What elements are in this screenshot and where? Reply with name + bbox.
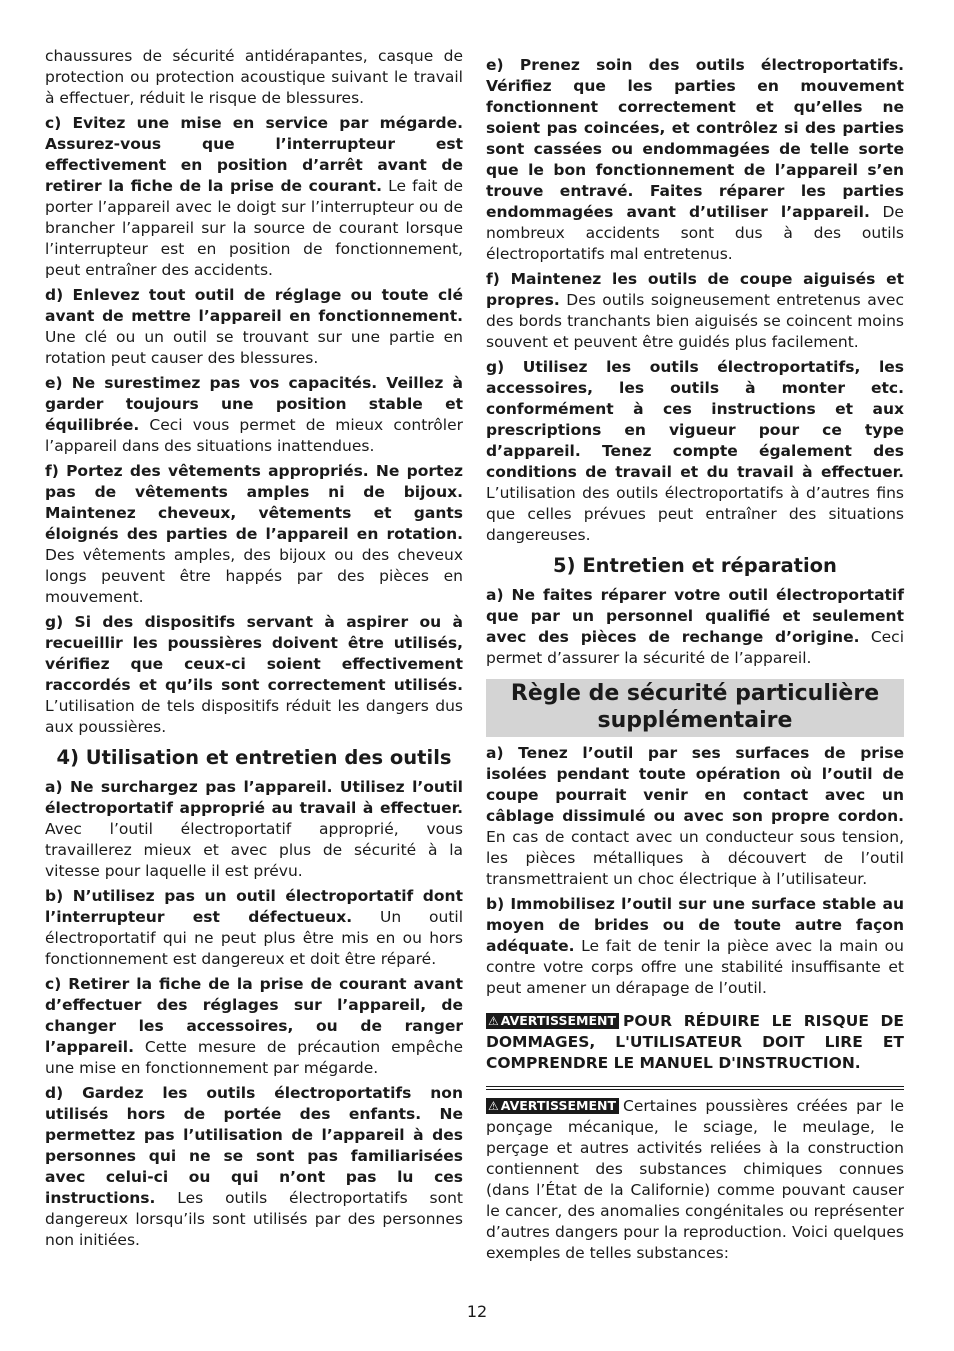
rule-4b-text: Un outil électroportatif qui ne peut plus être mis en ou hors fonctionnement est dangereux et doit être réparé. — [45, 908, 464, 968]
rule-4b — [45, 886, 463, 970]
paragraph-intro: chaussures de sécurité antidérapantes, casque de protection ou protection acoustique suivant le travail à effectuer, réduit le risque de blessures. — [45, 47, 463, 107]
rule-4d-text: Les outils électroportatifs sont dangereux lorsqu’ils sont utilisés par des personnes non initiées. — [45, 1189, 463, 1249]
rule-4e — [486, 55, 904, 265]
rule-g — [45, 612, 463, 738]
right-column — [486, 55, 904, 1268]
warning-triangle-icon: ⚠ — [488, 1014, 499, 1028]
rule-5a — [486, 585, 904, 669]
rule-f-heading: f) Portez des vêtements appropriés. Ne portez pas de vêtements amples ni de bijoux. Maintenez cheveux, vêtements et gants éloignés des parties de l’appareil en rotation. — [45, 462, 463, 543]
rule-c-text: Le fait de porter l’appareil avec le doigt sur l’interrupteur ou de brancher l’appareil sur la source de courant lorsque l’interrupteur est en position de fonctionnement, peut entraîner des accidents. — [45, 177, 463, 279]
page-number: 12 — [466, 1302, 488, 1321]
warning-badge — [486, 1098, 619, 1114]
rule-g-text: L’utilisation de tels dispositifs réduit les dangers dus aux poussières. — [45, 697, 463, 736]
special-rule-a-text: En cas de contact avec un conducteur sous tension, les pièces métalliques à découvert de l’outil transmettraient un choc électrique à l’utilisateur. — [486, 828, 904, 888]
rule-4b-heading: b) N’utilisez pas un outil électroportatif dont l’interrupteur est défectueux. — [45, 887, 463, 926]
rule-4a-text: Avec l’outil électroportatif approprié, vous travaillerez mieux et avec plus de sécurité à la vitesse pour laquelle il est prévu. — [45, 820, 463, 880]
rule-4e-text: De nombreux accidents sont dus à des outils électroportatifs mal entretenus. — [486, 203, 904, 263]
rule-4c — [45, 974, 463, 1079]
rule-5a-heading: a) Ne faites réparer votre outil électroportatif que par un personnel qualifié et seulement avec des pièces de rechange d’origine. — [486, 586, 904, 646]
rule-c — [45, 113, 463, 281]
rule-4g — [486, 357, 904, 546]
rule-e-heading: e) Ne surestimez pas vos capacités. Veillez à garder toujours une position stable et équilibrée. — [45, 374, 463, 434]
rule-4d-heading: d) Gardez les outils électroportatifs non utilisés hors de portée des enfants. Ne permettez pas l’utilisation de l’appareil à des personnes qui ne se sont pas familiarisées avec celui-ci ou qui n’ont pas lu ces instructions. — [45, 1084, 463, 1207]
rule-4c-heading: c) Retirer la fiche de la prise de courant avant d’effectuer des réglages sur l’appareil, de changer les accessoires, ou de ranger l’appareil. — [45, 975, 463, 1056]
special-rule-b — [486, 894, 904, 999]
rule-f — [45, 461, 463, 608]
section-4-heading: 4) Utilisation et entretien des outils — [56, 746, 452, 769]
rule-d — [45, 285, 463, 369]
warning-badge — [486, 1013, 619, 1029]
rule-4f — [486, 269, 904, 353]
warning-badge-label: AVERTISSEMENT — [500, 1013, 616, 1028]
rule-f-text: Des vêtements amples, des bijoux ou des cheveux longs peuvent être happés par des pièces en mouvement. — [45, 546, 463, 606]
special-safety-heading: Règle de sécurité particulière supplémentaire — [486, 679, 904, 737]
rule-4e-heading: e) Prenez soin des outils électroportatifs. Vérifiez que les parties en mouvement fonctionnent correctement et qu’elles ne soient pas coincées, et contrôlez si des parties sont cassées ou endommagées de telle sorte que le bon fonctionnement de l’appareil s’en trouve entravé. Faites réparer les parties endommagées avant d’utiliser l’appareil. — [486, 56, 904, 221]
rule-4a-heading: a) Ne surchargez pas l’appareil. Utilisez l’outil électroportatif approprié au travail à effectuer. — [45, 778, 463, 817]
warning-read-manual — [486, 1011, 904, 1074]
warning-dust-text: Certaines poussières créées par le ponçage mécanique, le sciage, le meulage, le perçage et autres activités reliées à la construction contiennent des substances chimiques connues (dans l’État de la Californie) comme pouvant causer le cancer, des anomalies congénitales ou représenter d’autres dangers pour la reproduction. Voici quelques exemples de telles substances: — [486, 1097, 904, 1262]
rule-g-heading: g) Si des dispositifs servant à aspirer ou à recueillir les poussières doivent être utilisés, vérifiez que ceux-ci soient effectivement raccordés et qu’ils sont correctement utilisés. — [45, 613, 463, 694]
rule-e — [45, 373, 463, 457]
left-column — [45, 46, 463, 1255]
rule-4d — [45, 1083, 463, 1251]
special-rule-b-text: Le fait de tenir la pièce avec la main ou contre votre corps offre une stabilité insuffisante et peut amener un dérapage de l’outil. — [486, 937, 904, 997]
warning-dust — [486, 1096, 904, 1264]
rule-d-text: Une clé ou un outil se trouvant sur une partie en rotation peut causer des blessures. — [45, 328, 463, 367]
rule-c-heading: c) Evitez une mise en service par mégarde. Assurez-vous que l’interrupteur est effectivement en position d’arrêt avant de retirer la fiche de la prise de courant. — [45, 114, 463, 195]
warning-read-manual-text: POUR RÉDUIRE LE RISQUE DE DOMMAGES, L'UTILISATEUR DOIT LIRE ET COMPRENDRE LE MANUEL D'INSTRUCTION. — [486, 1012, 904, 1072]
rule-4g-text: L’utilisation des outils électroportatifs à d’autres fins que celles prévues peut entraîner des situations dangereuses. — [486, 484, 904, 544]
warning-badge-label: AVERTISSEMENT — [500, 1098, 616, 1113]
section-5-heading: 5) Entretien et réparation — [553, 554, 837, 577]
rule-4f-text: Des outils soigneusement entretenus avec des bords tranchants bien aiguisés se coincent moins souvent et peuvent être guidés plus facilement. — [486, 291, 904, 351]
special-rule-a-heading: a) Tenez l’outil par ses surfaces de prise isolées pendant toute opération où l’outil de coupe pourrait venir en contact avec un câblage dissimulé ou avec son propre cordon. — [486, 744, 904, 825]
rule-5a-text: Ceci permet d’assurer la sécurité de l’appareil. — [486, 628, 904, 667]
rule-d-heading: d) Enlevez tout outil de réglage ou toute clé avant de mettre l’appareil en fonctionnement. — [45, 286, 463, 325]
rule-4a — [45, 777, 463, 882]
rule-e-text: Ceci vous permet de mieux contrôler l’appareil dans des situations inattendues. — [45, 416, 463, 455]
double-rule-divider — [486, 1086, 904, 1090]
special-rule-a — [486, 743, 904, 890]
rule-4f-heading: f) Maintenez les outils de coupe aiguisés et propres. — [486, 270, 904, 309]
special-rule-b-heading: b) Immobilisez l’outil sur une surface stable au moyen de brides ou de toute autre façon adéquate. — [486, 895, 904, 955]
rule-4c-text: Cette mesure de précaution empêche une mise en fonctionnement par mégarde. — [45, 1038, 463, 1077]
rule-4g-heading: g) Utilisez les outils électroportatifs, les accessoires, les outils à monter etc. conformément à ces instructions et aux prescriptions en vigueur pour ce type d’appareil. Tenez compte également des conditions de travail et du travail à effectuer. — [486, 358, 904, 481]
warning-triangle-icon: ⚠ — [488, 1099, 499, 1113]
